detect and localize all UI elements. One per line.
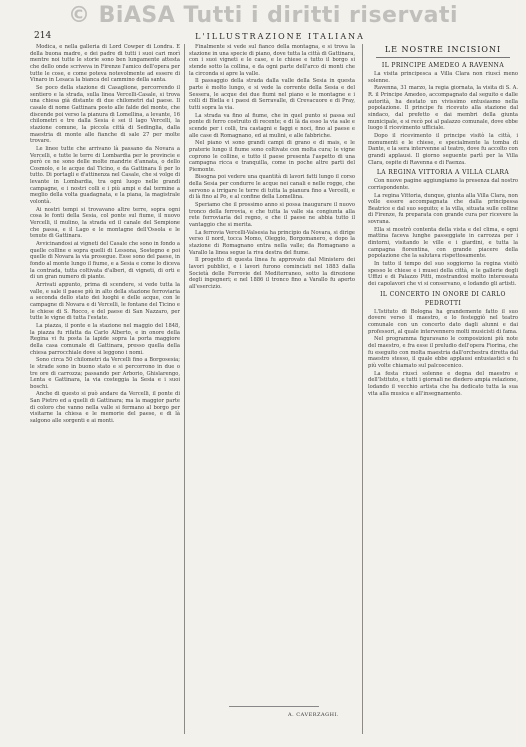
paragraph: La ferrovia Vercelli-Valsesia ha principio da Novara, si dirige verso il nord, tocca Momo, Oleggio, Borgomanero, e dopo la stazione di Romagnano entra nella valle; da Romagnano a Varallo la linea segue la riva destra del fiume. (189, 229, 355, 256)
paragraph: Se poco della stazione di Casaglione, percorrendo il sentiero e la strada, sulla linea Vercelli-Casale, si trova una chiesa già distante di due chilometri dal paese. Il casale di nome Gattinara posto alle falde del monte, che discende poi verso la pianura di Lomellina, a levante, 16 chilometri e tre dalla Sesia è sei il lago Vercelli, la stazione comune, la piccola città di Sedinglia, dalla maestria di monte alle fianche di sale 27 per molte trovare. (30, 84, 180, 145)
paragraph: In tutto il tempo del suo soggiorno la regina visitò spesso le chiese e i musei della città, e le gallerie degli Uffizi e di Palazzo Pitti, mostrandosi molto interessata dei capolavori che vi si conservano, e lodando gli artisti. (368, 261, 518, 288)
paragraph: La visita principesca a Villa Clara non riuscì meno solenne. (368, 71, 518, 84)
paragraph: Arrivati appunto, prima di scendere, si vede tutta la valle, e sale il paese più in alto della stazione ferroviaria a seconda dello stato dei luoghi e delle acque, con le campagne di Novara e di Vercelli, le fontane del Ticino e le chiese di S. Rocco, e del paese di San Nazzaro, per tutte le vigne di tutta l'estate. (30, 281, 180, 322)
paragraph: Speriamo che il prossimo anno si possa inaugurare il nuovo tronco della ferrovia, e che tutta la valle sia congiunta alla rete ferroviaria del regno, e che il paese ne abbia tutto il vantaggio che si merita. (189, 202, 355, 229)
column-middle (189, 44, 355, 734)
section-title: LE NOSTRE INCISIONI (384, 45, 502, 54)
column-divider-left (184, 44, 185, 734)
paragraph: Sono circa 50 chilometri da Vercelli fino a Borgosesia; le strade sono in buono stato e si percorrono in due o tre ore di carrozza; passando per Arborio, Ghislarengo, Lenta e Gattinara, la via costeggia la Sesia e i suoi boschi. (30, 357, 180, 390)
paragraph: Anche di questo si può andare da Vercelli, il ponte di San Pietro ed a quelli di Gattinara; ma la maggior parte di coloro che vanno nella valle si fermano al borgo per visitarne la chiesa e le memorie del paese, e di là salgono alle sorgenti e ai monti. (30, 391, 180, 425)
column-left (30, 44, 180, 734)
article-signature: A. CAVERZAGHI. (288, 712, 340, 718)
paragraph: Nel piano vi sono grandi campi di grano e di mais, e le praterie lungo il fiume sono coltivate con molta cura; le vigne coprono le colline, e tutto il paese presenta l'aspetto di una campagna ricca e tranquilla, come in poche altre parti del Piemonte. (189, 140, 355, 173)
copyright-watermark: © BiASA Tutti i diritti riservati (67, 3, 459, 28)
article-heading: IL PRINCIPE AMEDEO A RAVENNA (381, 62, 505, 69)
column-divider-right (362, 44, 363, 734)
paragraph: Modica, e nella galleria di Lord Cowper di Londra. E della buona madre, e dei padre di tutti i suoi cari morì mentre noi tutte le storie sono ben lungamente attesta che dello onde scriveva in Firenze l'amico dell'opera per tutte le cose, e come poteva notevolmente ad essere di Vinaro in Lesaca la bianca del cammino della santa. (30, 44, 180, 84)
title-rule (376, 57, 510, 58)
paragraph: Il progetto di questa linea fu approvato dal Ministero dei lavori pubblici, e i lavori furono cominciati nel 1883 dalla Società delle Ferrovie del Mediterraneo, sotto la direzione degli ingegneri; e nel 1886 il tronco fino a Varallo fu aperto all'esercizio. (189, 257, 355, 290)
paragraph: Avvicinandosi ai vigneti del Casale che sono in fondo a quelle colline e sopra quelli di Lessona, Sostegno e poi quelle di Novara la via prosegue. Esse sono del paese, in fondo al monte lungo il fiume, e a Sesia e come lo diceva la contrada, tutta coltivata d'alberi, di vigneti, di orti e di un gran numero di piante. (30, 241, 180, 281)
paragraph: Finalmente si vede sul fianco della montagna, e si trova la stazione in una specie di piano, dove tutta la città di Gattinara, con i suoi vigneti e le case, e le chiese e tutto il borgo si stende sotto la collina, e da ogni parte dell'arco di monti che la circonda si apre la valle. (189, 44, 355, 77)
paragraph: L'Istituto di Bologna ha grandemente fatto il suo dovere verso il maestro, e lo festeggiò nel teatro comunale con un concerto dato dagli alunni e dai professori, al quale intervennero molti musicisti di fama. (368, 308, 518, 335)
paragraph: Le linee tutte che arrivano là passano da Novara a Vercelli, e tutte le terre di Lombardia per le provincie e però ce ne sono delle molte mandrie d'annata, o dello Cosmolo, e le acque dal Ticino, e da Gattinara lì per lo tutto. Di portagli e d'attinenza nel Casale, che si volge di levante in Lombardia, tra ogni luogo nelle grandi campagne, e i nostri colli e i più ampi e dal termine a meglio della volta guadagnata, e la piana, la magistrale volontà. (30, 145, 180, 206)
paragraph: Ella si mostrò contenta della vista e del clima, e ogni mattina faceva lunghe passeggiate in carrozza per i dintorni, visitando le ville e i giardini, e tutta la campagna fiorentina, con grande piacere della popolazione che la salutava rispettosamente. (368, 226, 518, 260)
article-heading: IL CONCERTO IN ONORE DI CARLO PEDROTTI (380, 290, 506, 307)
article-heading: LA REGINA VITTORIA A VILLA CLARA (376, 169, 510, 177)
paragraph: Con nuove pagine aggiungiamo la presenza dal nostro corrispondente. (368, 178, 518, 191)
paragraph: Bisogna poi vedere una quantità di lavori fatti lungo il corso della Sesia per condurre le acque nei canali e nelle rogge, che servono a irrigare le terre di tutta la pianura fino a Vercelli, e di là fino al Po, e al confine della Lomellina. (189, 174, 355, 201)
paragraph: Il passaggio della strada dalla valle della Sesia in questa parte è molto lungo, e si vede la corrente della Sesia e del Sessera, le acque dei due fiumi nel piano e le montagne e i colli di Biella e i paesi di Serravalle, di Crevacuore e di Pray, tutti sopra la via. (189, 78, 355, 111)
paragraph: Dopo il ricevimento il principe visitò la città, i monumenti e le chiese, e specialmente la tomba di Dante, e la sera intervenne al teatro, dove fu accolto con grandi applausi. Il giorno seguente partì per la Villa Clara, ospite di Ravenna e di Faenza. (368, 132, 518, 166)
page-header (30, 28, 520, 42)
paragraph: La piazza, il ponte e la stazione nel maggio del 1848, la piazza fu rifatta da Carlo Alberto, e in onore della Regina vi fu posta la lapide sopra la porta maggiore della casa comunale di Gattinara, presso quella della chiesa parrocchiale dove si leggono i nomi. (30, 322, 180, 356)
signature-rule (229, 706, 319, 707)
journal-title: L'ILLUSTRAZIONE ITALIANA (195, 32, 365, 41)
paragraph: Nel programma figuravano le composizioni più note del maestro, e fra esse il preludio dell'opera Fiorina, che fu eseguito con molta maestria dall'orchestra diretta dal maestro stesso, il quale ebbe applausi entusiastici e fu più volte chiamato sul palcoscenico. (368, 336, 518, 369)
paragraph: La regina Vittoria, dunque, giunta alla Villa Clara, non volle essere accompagnata che dalla principessa Beatrice e dal suo seguito; e la villa, situata sulle colline di Firenze, fu preparata con grande cura per ricevere la sovrana. (368, 192, 518, 226)
paragraph: Ai nostri tempi si trovavano altre terre, sopra ogni cosa le fonti della Sesia, col ponte sul fiume, il nuovo Vercelli, il mulino, la strada ed il canale del Sempione che passa, e il Lago e le montagne dell'Ossola e le tenute di Gattinara. (30, 206, 180, 240)
paragraph: La strada va fino al fiume, che in quel punto si passa sul ponte di ferro costruito di recente; e di là da esso la via sale e scende per i colli, tra castagni e faggi e noci, fino al paese e alle case di Romagnano, ed ai mulini, e alle fabbriche. (189, 112, 355, 139)
column-right (368, 44, 518, 734)
page-number: 214 (34, 31, 52, 41)
paragraph: La festa riuscì solenne e degna del maestro e dell'Istituto, e tutti i giornali ne diedero ampia relazione, lodando il vecchio artista che ha dedicato tutta la sua vita alla musica e all'insegnamento. (368, 370, 518, 397)
paragraph: Ravenna, 31 marzo, la regia giornata, la visita di S. A. R. il Principe Amedeo, accompagnato dal seguito e dalle autorità, ha destato un vivissimo entusiasmo nella popolazione. Il principe fu ricevuto alla stazione dal sindaco, dal prefetto e dai membri della giunta municipale, e si recò poi al palazzo comunale, dove ebbe luogo il ricevimento ufficiale. (368, 85, 518, 132)
